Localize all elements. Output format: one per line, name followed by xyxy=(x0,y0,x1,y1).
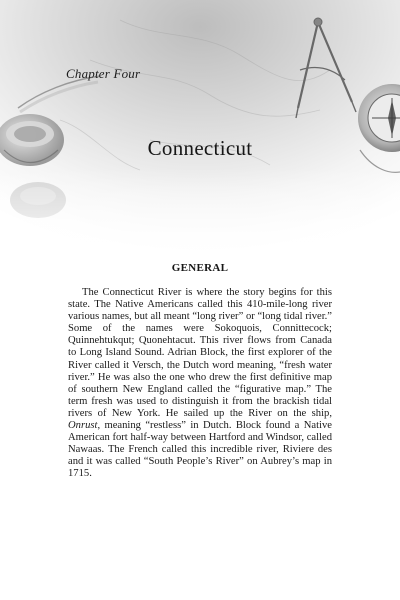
chapter-label: Chapter Four xyxy=(66,66,141,81)
bottom-fade xyxy=(0,0,400,270)
section-heading: GENERAL xyxy=(171,262,229,274)
chapter-title: Connecticut xyxy=(147,136,253,160)
body-text-segment: The Connecticut River is where the story begins for this state. The Native Americans called this 410-mile-long river various names, but all meant “long river” or “long tidal river.” Some of the names were Sokoquois, Connittecock; Quinnehtukqut; Quonehtacut. This river flows from Canada to Long Island Sound. Adrian Block, the first explorer of the River called it Versch, the Dutch word meaning, “fresh water river.” He was also the one who drew the first definitive map of southern New England called the “figurative map.” The term fresh was used to distinguish it from the brackish tidal rivers of New York. He sailed up the River on the ship, xyxy=(68,287,332,419)
ship-name-italic: Onrust xyxy=(68,420,98,432)
body-text-segment: , meaning “restless” in Dutch. Block found a Native American fort half-way between Hartford and Windsor, called Nawaas. The French called this incredible river, Riviere des and it was called “South People’s River” on Aubrey’s map in 1715. xyxy=(68,420,332,480)
header-illustration xyxy=(0,0,400,270)
body-paragraph xyxy=(68,287,332,481)
